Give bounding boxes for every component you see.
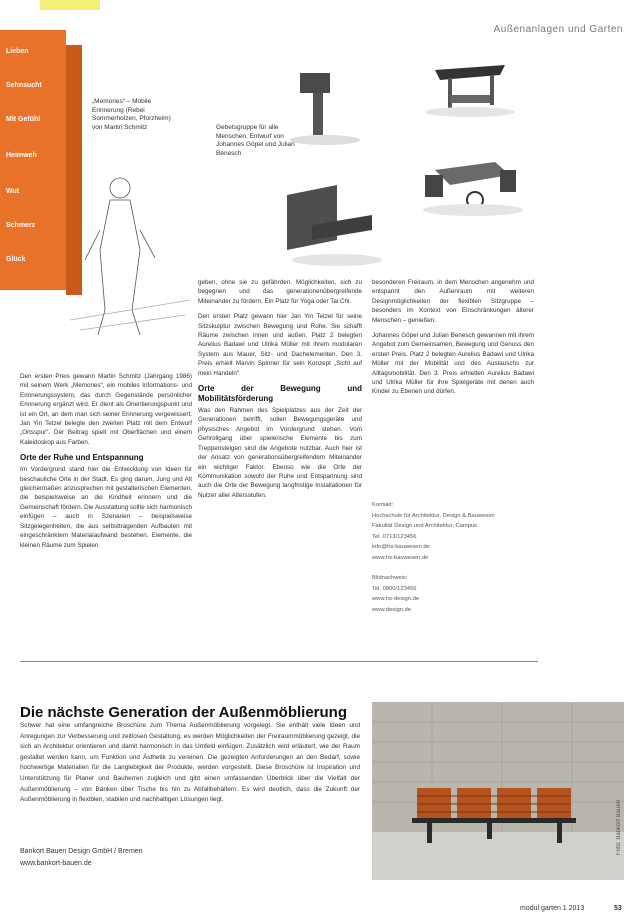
article-paragraph: Den ersten Preis gewann Martin Schmitz (Jahrgang 1986) mit seinem Werk „Memories“, ein mobiles Informations- und Erinnerungssystem, das durch Gegenstände persönlicher Erinnerung ergänzt wird. Er dient als Orientierungspunkt und ist ein Ort, an dem man sich seiner Erinnerung vergewissert. Jan Yin Tetzel belegte den zweiten Platz mit dem Entwurf „Ortsspur“. Der Beitrag spielt mit Oberflächen und einem Kaleidoskop aus Farben.: [20, 373, 192, 446]
tower-word: Heimweh: [6, 152, 37, 159]
article-paragraph: Im Vordergrund stand hier die Entwicklung von Ideen für beschauliche Orte in der Stadt. Es ging darum, Jung und Alt gleichermaßen anzusprechen mit gestalterischen Elementen, die beispielsweise an die Kindheit erinnern und die Gemeinschaft fördern. Die Ausstattung sollte sich harmonisch einfügen – auch in Szenarien – beispielsweise Sitzgelegenheiten, die aus selbsttragenden Aufbauten mit eingeschränktem Materialaufwand bestehen. Elemente, die kleinen Räume zum Spielen: [20, 466, 192, 549]
contact-line: Fakultät Design und Architektur, Campus: [372, 523, 478, 529]
contact-line: Bildnachweis:: [372, 575, 408, 581]
tower-word: Sehnsucht: [6, 82, 42, 89]
article-column-3: [372, 278, 534, 403]
caption-seating: Gebetsgruppe für alle Menschen. Entwurf von Johannes Göpel und Julian Benesch: [216, 124, 295, 157]
tower-word: Lieben: [6, 48, 29, 55]
person-sketch-illustration: [70, 170, 190, 340]
subheading-movement: Orte der Bewegung und Mobilitätsförderung: [198, 384, 362, 404]
contact-link[interactable]: www.hs-bauwesen.de: [372, 554, 429, 561]
picnic-pavilion-illustration: [420, 60, 520, 120]
tower-word: Glück: [6, 256, 26, 263]
table-set-illustration: [415, 150, 525, 220]
section-tab: [40, 0, 100, 10]
article-column-2: [198, 278, 362, 506]
page-number: 53: [614, 905, 622, 912]
memories-tower-illustration: [0, 30, 66, 290]
article-paragraph: Johannes Göpel und Julian Benesch gewannen mit ihrem Angebot zum Gemeinsamen, Bewegung und Genuss den ersten Preis. Platz 2 belegten Aurelius Badawi und Ulrika Müller mit der Mobilität und des Austauschs zur Alltagsmobilität. Den 3. Preis erhielten Aurelius Badawi und Ulrika Müller für ihre Spielgeräte mit denen auch Kinder zu Ebenen und dürfen.: [372, 332, 534, 396]
caption-memories: „Memories“ – Mobile Erinnerung (Rebel Sommerholzen, Pforzheim) von Martin Schmitz: [92, 98, 171, 131]
article-paragraph: Was den Rahmen des Spielplatzes aus der Zeit der Generationen betrifft, sollen Bewegungsgeräte und physisches Angebot im Vordergrund stehen. Vom Gehrollgang über spielerische Elemente bis zum Treppensteigen sind die Angebote nutzbar. Auch hier ist der Ansatz von generationsübergreifendem Miteinander ein wichtiger Faktor. Ebenso wie die Orte der Kommunikation sowohl der Ruhe und Entspannung sind auch die Orte der Bewegung langfristige Installationen für Nutzer aller Altersstufen.: [198, 407, 362, 499]
article-paragraph: geben, ohne sie zu gefährden. Möglichkeiten, sich zu begegnen und das generationenübergreifende Miteinander zu fördern. Ein Platz für Yoga oder Tai Chi.: [198, 279, 362, 305]
contact-line: Hochschule für Architektur, Design & Bauwesen: [372, 512, 495, 519]
bottom-article-body: Schwer hat eine umfangreiche Broschüre zum Thema Außenmöblierung vorgelegt. Sie enthält viele Ideen und Anregungen zur Verbesserung und zeitlosen Gestaltung, es werden Möglichkeiten der Freiraummöblierung gezeigt, die sich an Architektur orientieren und damit harmonisch in das Umfeld einfügen. Zusätzlich wird erläutert, wie der Raum gestaltet werden kann, um Funktion und Ästhetik zu vereinen. Die gezeigten Anforderungen an den Bedarf, sowie hochwertige Materialien für die Langlebigkeit der Produkte, werden vorgestellt. Diese Broschüre ist Inspiration und Unterstützung für Planer und Bauherren zugleich und gibt einen umfassenden Überblick über die Vielfalt der Außenmöblierung – von Bänken über Tische bis hin zu Abfallbehältern. Es wird deutlich, dass die Zukunft der Außenmöblierung in flexiblen, stabilen und nachhaltigen Lösungen liegt.: [20, 722, 360, 804]
article-paragraph: besonderen Freiraum, in dem Menschen angenehm und entspannt den Außenraum mit weiteren Designmöglichkeiten der flexiblen Sitzgruppe – besonders im Kontext von Einschränkungen älterer Menschen – genießen.: [372, 279, 534, 324]
bench-photo: [372, 702, 624, 880]
contact-link[interactable]: info@hs-bauwesen.de: [372, 544, 430, 550]
bottom-article-source: Bankort Bauen Design GmbH / Bremen: [20, 848, 143, 855]
tower-word: Mit Gefühl: [6, 116, 41, 123]
subheading-rest: Orte der Ruhe und Entspannung: [20, 453, 144, 463]
tower-word: Wut: [6, 188, 20, 195]
bench-wall-illustration: [282, 185, 382, 270]
article-column-1: [20, 372, 192, 556]
magazine-footer: modul garten 1 2013: [520, 905, 585, 912]
article-paragraph: Den ersten Platz gewann hier Jan Yin Tetzel für seine Sitzskulptur zwischen Bewegung und Ruhe. Sie schafft Räume zwischen innen und außen. Platz 2 belegten Aurelius Badawi und Ulrika Müller mit ihrem modularen System aus Mauer, Sitz- und Dachelementen. Den 3. Preis erhielt Marvin Spinner für sein Konzept „Sicht auf mein Handeln“.: [198, 313, 362, 377]
bottom-article-title: Die nächste Generation der Außenmöblierung: [20, 704, 347, 721]
section-label: Außenanlagen und Garten: [493, 24, 623, 35]
contact-link[interactable]: www.hs-design.de: [372, 596, 420, 602]
contact-line: Kontakt:: [372, 502, 394, 508]
bottom-article-link[interactable]: www.bankort-bauen.de: [20, 860, 92, 867]
tower-word: Schmerz: [6, 222, 36, 229]
photo-credit: Foto: Bankort Bauen: [616, 799, 622, 855]
contact-link[interactable]: www.design.de: [372, 606, 411, 613]
standing-table-illustration: [285, 68, 365, 148]
contact-block: [372, 500, 534, 615]
contact-line: Tel. 0713/123456: [372, 533, 417, 540]
section-divider: [20, 661, 538, 662]
contact-line: Tel. 0800/123456: [372, 585, 417, 592]
